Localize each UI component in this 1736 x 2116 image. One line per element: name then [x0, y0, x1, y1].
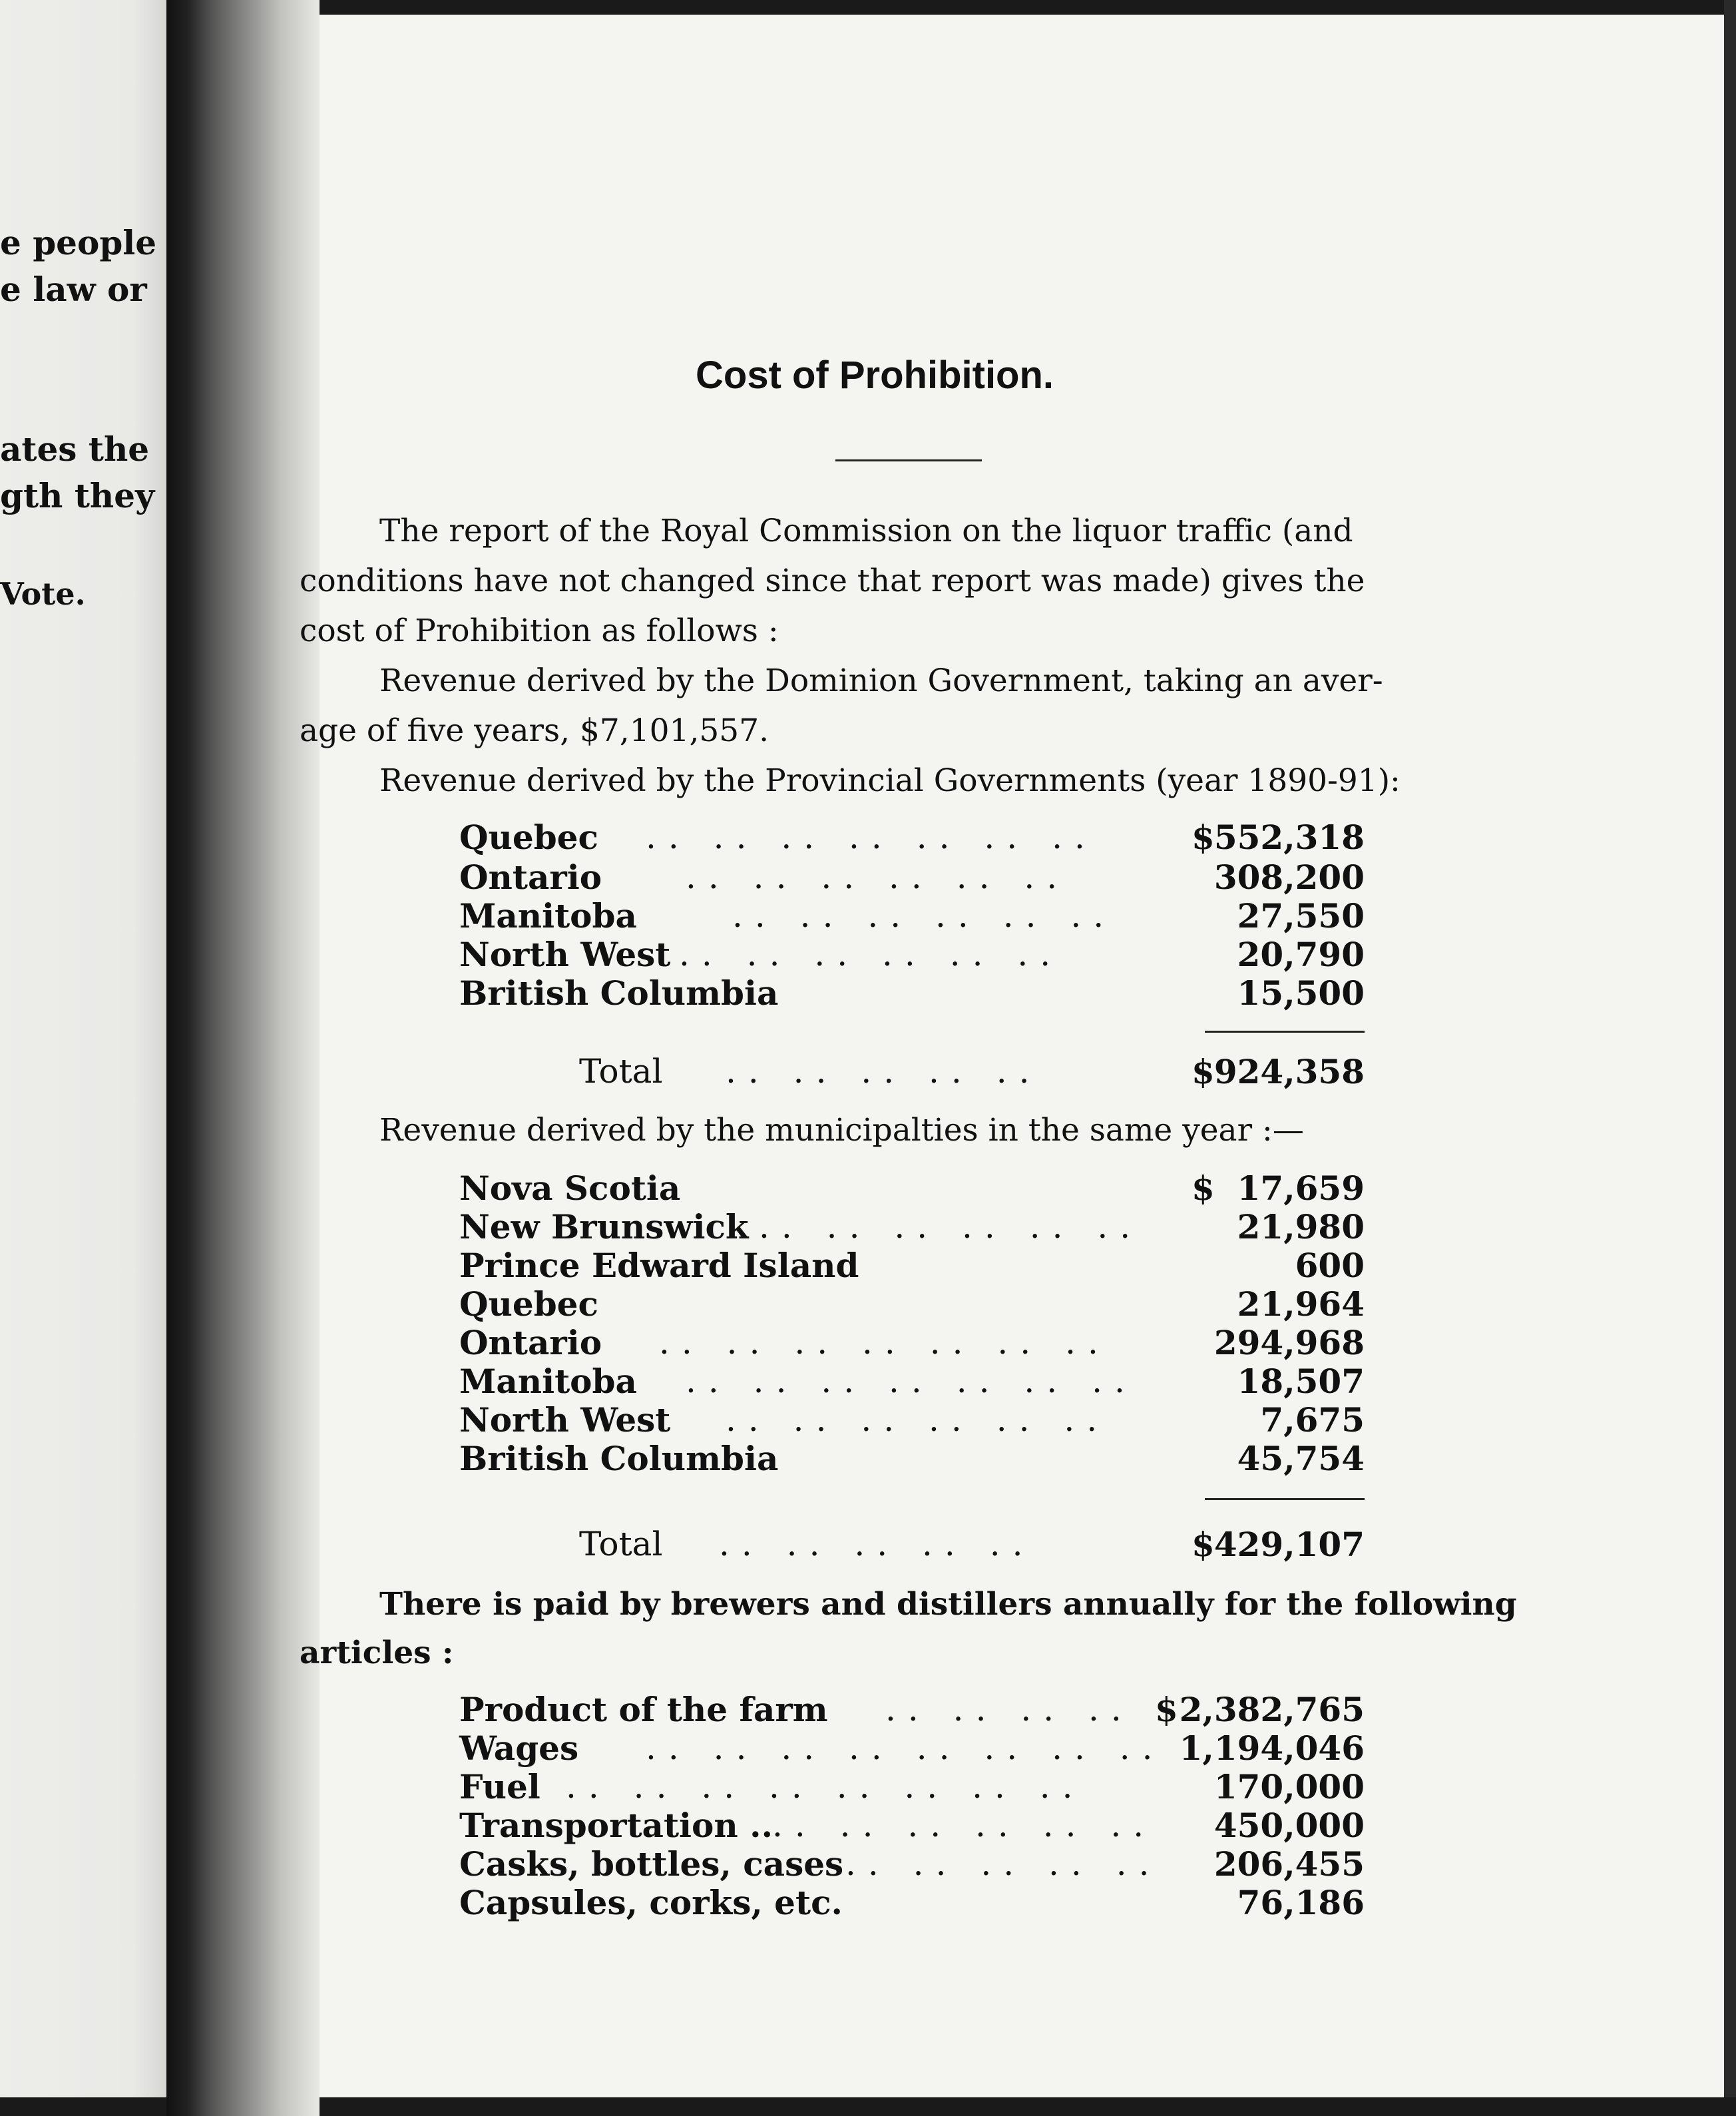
municipal-row: [459, 1323, 1365, 1363]
row-label: Ontario: [459, 1323, 602, 1362]
row-label: Fuel: [459, 1767, 541, 1806]
row-label: British Columbia: [459, 1439, 779, 1478]
provincial-heading: Revenue derived by the Provincial Governments (year 1890-91):: [379, 762, 1401, 799]
leader-dots: .. .. .. .. .. ..: [772, 1806, 1156, 1844]
book-gutter-shadow: [166, 0, 320, 2116]
row-value: 27,550: [1237, 896, 1365, 935]
row-label: Casks, bottles, cases: [459, 1844, 844, 1884]
leader-dots: .. .. .. .. .. .. .. ..: [646, 1728, 1165, 1767]
municipal-row: [459, 1362, 1365, 1402]
row-value: 2,382,765: [1179, 1690, 1365, 1729]
intro-line: conditions have not changed since that report was made) gives the: [300, 563, 1365, 599]
dominion-line: age of five years, $7,101,557.: [300, 712, 769, 749]
row-value: 45,754: [1237, 1439, 1365, 1478]
municipal-row: [459, 1439, 1365, 1479]
brewers-line: There is paid by brewers and distillers annually for the following: [379, 1586, 1517, 1623]
row-label: Ontario: [459, 858, 602, 897]
brewers-row: [459, 1844, 1365, 1884]
intro-line: The report of the Royal Commission on the liquor traffic (and: [379, 513, 1353, 549]
municipal-total-row: [459, 1525, 1365, 1565]
municipal-row: [459, 1400, 1365, 1440]
facing-page-line: e people: [0, 223, 157, 262]
total-label: Total: [579, 1525, 663, 1563]
row-value: 21,980: [1237, 1207, 1365, 1246]
row-value: 21,964: [1237, 1284, 1365, 1324]
leader-dots: .. .. .. .. .. .. ..: [646, 818, 1097, 856]
row-label: North West: [459, 1400, 671, 1440]
leader-dots: .. .. .. .. .. .. ..: [659, 1323, 1110, 1362]
currency-sign: $: [1192, 1169, 1215, 1208]
total-value: 429,107: [1213, 1525, 1365, 1564]
leader-dots: .. .. .. .. ..: [726, 1052, 1042, 1091]
currency-sign: $: [1192, 1052, 1215, 1091]
row-value: 600: [1295, 1246, 1365, 1285]
municipal-row: [459, 1169, 1365, 1208]
total-rule: [1205, 1498, 1365, 1500]
total-rule: [1205, 1031, 1365, 1033]
row-label: Manitoba: [459, 896, 637, 935]
row-label: Quebec: [459, 818, 598, 857]
row-label: Product of the farm: [459, 1690, 828, 1729]
brewers-row: [459, 1767, 1365, 1807]
provincial-row: [459, 818, 1365, 858]
row-value: 76,186: [1237, 1883, 1365, 1922]
leader-dots: .. .. .. .. .. ..: [759, 1207, 1143, 1246]
brewers-row: [459, 1690, 1365, 1730]
brewers-line: articles :: [300, 1635, 454, 1671]
provincial-row: [459, 973, 1365, 1013]
dominion-line: Revenue derived by the Dominion Government, taking an aver-: [379, 662, 1383, 699]
row-label: British Columbia: [459, 973, 779, 1013]
municipal-row: [459, 1284, 1365, 1324]
row-value: 7,675: [1260, 1400, 1365, 1440]
row-label: Wages: [459, 1728, 579, 1768]
facing-page-line: Vote.: [0, 576, 86, 612]
brewers-row: [459, 1883, 1365, 1923]
brewers-row: [459, 1728, 1365, 1768]
leader-dots: .. .. .. .. .. .. ..: [686, 1362, 1137, 1400]
intro-line: cost of Prohibition as follows :: [300, 613, 779, 649]
scan-border-right: [1724, 0, 1736, 2116]
row-label: North West: [459, 935, 671, 974]
row-value: 294,968: [1213, 1323, 1365, 1362]
row-value: 20,790: [1237, 935, 1365, 974]
leader-dots: .. .. .. .. .. .. .. ..: [566, 1767, 1085, 1806]
leader-dots: .. .. .. ..: [885, 1690, 1134, 1728]
currency-sign: $: [1192, 1525, 1215, 1564]
total-value: 924,358: [1213, 1052, 1365, 1091]
facing-page-fragment: [0, 0, 166, 2097]
scan-border-top: [206, 0, 1736, 15]
row-label: Manitoba: [459, 1362, 637, 1401]
provincial-total-row: [459, 1052, 1365, 1092]
row-value: 206,455: [1213, 1844, 1365, 1884]
facing-page-line: gth they: [0, 476, 155, 515]
brewers-row: [459, 1806, 1365, 1846]
row-label: Capsules, corks, etc.: [459, 1883, 843, 1922]
row-value: 1,194,046: [1179, 1728, 1365, 1768]
row-label: New Brunswick: [459, 1207, 749, 1246]
page-title: Cost of Prohibition.: [696, 354, 1054, 397]
facing-page-line: e law or: [0, 270, 147, 309]
row-value: 15,500: [1237, 973, 1365, 1013]
leader-dots: .. .. .. .. ..: [719, 1525, 1035, 1563]
row-label: Prince Edward Island: [459, 1246, 859, 1285]
facing-page-line: ates the: [0, 429, 150, 469]
leader-dots: .. .. .. .. .. ..: [732, 896, 1116, 935]
leader-dots: .. .. .. .. .. ..: [686, 858, 1070, 896]
row-value: 18,507: [1237, 1362, 1365, 1401]
row-value: 17,659: [1237, 1169, 1365, 1208]
row-value: 552,318: [1213, 818, 1365, 857]
provincial-row: [459, 935, 1365, 975]
leader-dots: .. .. .. .. ..: [845, 1844, 1162, 1883]
leader-dots: .. .. .. .. .. ..: [679, 935, 1063, 973]
currency-sign: $: [1192, 818, 1215, 857]
title-rule: [835, 459, 982, 461]
municipal-row: [459, 1246, 1365, 1286]
total-label: Total: [579, 1052, 663, 1091]
municipal-heading: Revenue derived by the municipalties in the same year :—: [379, 1112, 1304, 1149]
currency-sign: $: [1155, 1690, 1178, 1729]
leader-dots: .. .. .. .. .. ..: [726, 1400, 1110, 1439]
municipal-row: [459, 1207, 1365, 1247]
provincial-row: [459, 896, 1365, 936]
row-label: Transportation ..: [459, 1806, 773, 1845]
row-label: Nova Scotia: [459, 1169, 681, 1208]
row-value: 308,200: [1213, 858, 1365, 897]
row-label: Quebec: [459, 1284, 598, 1324]
row-value: 170,000: [1213, 1767, 1365, 1806]
provincial-row: [459, 858, 1365, 898]
row-value: 450,000: [1213, 1806, 1365, 1845]
